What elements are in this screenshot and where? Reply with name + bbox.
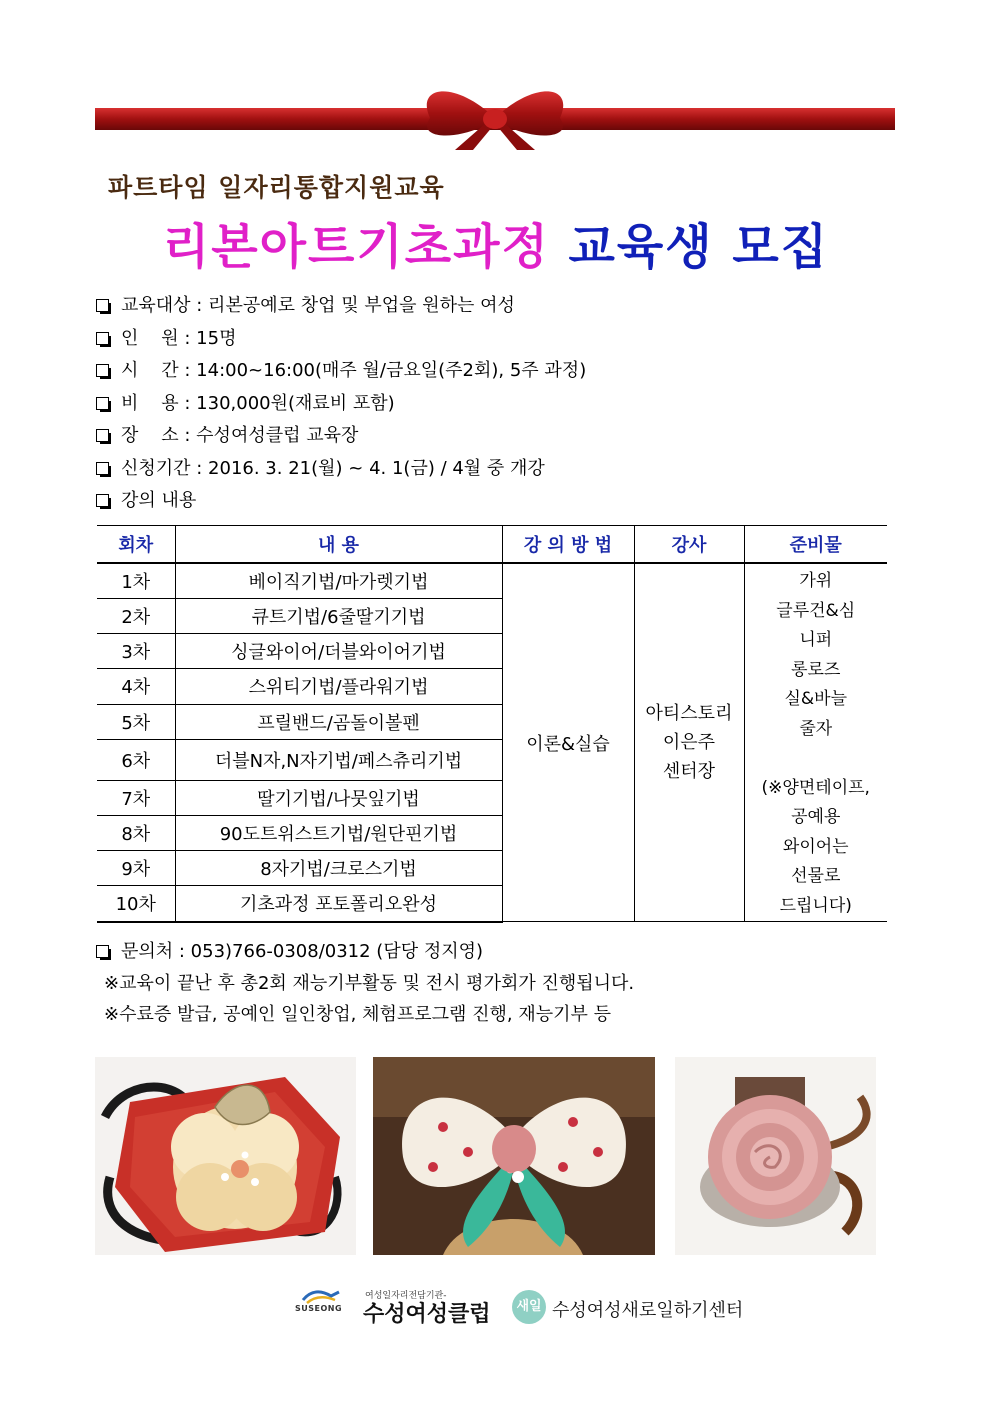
checkbox-bullet-icon bbox=[96, 429, 109, 442]
info-item: 신청기간 : 2016. 3. 21(월) ~ 4. 1(금) / 4월 중 개강 bbox=[96, 453, 896, 486]
page-title bbox=[0, 208, 992, 277]
session-number: 8차 bbox=[97, 816, 175, 851]
header-supplies: 준비물 bbox=[744, 526, 887, 564]
session-content: 싱글와이어/더블와이어기법 bbox=[175, 634, 502, 669]
sponsor-logos: SUSEONG 여성일자리전담기관- 수성여성클럽 새일 수성여성새로일하기센터 bbox=[295, 1288, 745, 1328]
info-item: 인 원 : 15명 bbox=[96, 323, 896, 356]
header-method: 강 의 방 법 bbox=[502, 526, 634, 564]
contact-line: 문의처 : 053)766-0308/0312 (담당 정지영) bbox=[96, 936, 916, 968]
session-content: 베이직기법/마가렛기법 bbox=[175, 563, 502, 599]
ribbon-flower-photo bbox=[95, 1057, 356, 1255]
suseong-wave-icon bbox=[301, 1288, 341, 1304]
checkbox-bullet-icon bbox=[96, 332, 109, 345]
ribbon-rose-photo bbox=[675, 1057, 876, 1255]
checkbox-bullet-icon bbox=[96, 494, 109, 507]
session-number: 9차 bbox=[97, 851, 175, 886]
ribbon-banner-image bbox=[95, 80, 895, 150]
method-cell: 이론&실습 bbox=[502, 563, 634, 922]
session-number: 5차 bbox=[97, 704, 175, 739]
session-content: 프릴밴드/곰돌이볼펜 bbox=[175, 704, 502, 739]
table-header-row bbox=[97, 526, 887, 564]
session-number: 2차 bbox=[97, 599, 175, 634]
supplies-cell: 가위 글루건&심 니퍼 롱로즈 실&바늘 줄자 (※양면테이프, 공예용 와이어는 선물로 드립니다) bbox=[744, 563, 887, 922]
session-content: 기초과정 포토폴리오완성 bbox=[175, 886, 502, 922]
session-number: 1차 bbox=[97, 563, 175, 599]
session-number: 6차 bbox=[97, 739, 175, 780]
header-session: 회차 bbox=[97, 526, 175, 564]
session-content: 90도트위스트기법/원단핀기법 bbox=[175, 816, 502, 851]
instructor-cell: 아티스토리 이은주 센터장 bbox=[634, 563, 744, 922]
info-item: 장 소 : 수성여성클럽 교육장 bbox=[96, 420, 896, 453]
checkbox-bullet-icon bbox=[96, 299, 109, 312]
ribbon-bow-photo bbox=[373, 1057, 655, 1255]
session-number: 3차 bbox=[97, 634, 175, 669]
title-course-name: 리본아트기초과정 bbox=[162, 219, 550, 275]
note-line: ※수료증 발급, 공예인 일인창업, 체험프로그램 진행, 재능기부 등 bbox=[104, 1004, 611, 1025]
note-line: ※교육이 끝난 후 총2회 재능기부활동 및 전시 평가회가 진행됩니다. bbox=[104, 972, 635, 994]
spacer bbox=[745, 744, 888, 774]
checkbox-bullet-icon bbox=[96, 397, 109, 410]
session-content: 더블N자,N자기법/페스츄리기법 bbox=[175, 739, 502, 780]
table-row bbox=[97, 563, 887, 599]
footer-notes bbox=[96, 936, 916, 1031]
checkbox-bullet-icon bbox=[96, 462, 109, 475]
checkbox-bullet-icon bbox=[96, 364, 109, 377]
header-instructor: 강사 bbox=[634, 526, 744, 564]
session-number: 4차 bbox=[97, 669, 175, 704]
schedule-table bbox=[97, 525, 887, 923]
title-recruitment: 교육생 모집 bbox=[568, 219, 830, 275]
info-item: 교육대상 : 리본공예로 창업 및 부업을 원하는 여성 bbox=[96, 290, 896, 323]
program-subtitle: 파트타임 일자리통합지원교육 bbox=[108, 173, 445, 202]
info-item: 강의 내용 bbox=[96, 485, 896, 518]
header-content: 내 용 bbox=[175, 526, 502, 564]
checkbox-bullet-icon bbox=[96, 945, 109, 958]
info-list bbox=[96, 290, 896, 518]
session-content: 딸기기법/나뭇잎기법 bbox=[175, 780, 502, 815]
session-content: 스위티기법/플라워기법 bbox=[175, 669, 502, 704]
session-number: 10차 bbox=[97, 886, 175, 922]
saeil-badge-icon: 새일 bbox=[512, 1290, 546, 1324]
session-number: 7차 bbox=[97, 780, 175, 815]
session-content: 큐트기법/6줄딸기기법 bbox=[175, 599, 502, 634]
info-item: 비 용 : 130,000원(재료비 포함) bbox=[96, 388, 896, 421]
info-item: 시 간 : 14:00~16:00(매주 월/금요일(주2회), 5주 과정) bbox=[96, 355, 896, 388]
session-content: 8자기법/크로스기법 bbox=[175, 851, 502, 886]
